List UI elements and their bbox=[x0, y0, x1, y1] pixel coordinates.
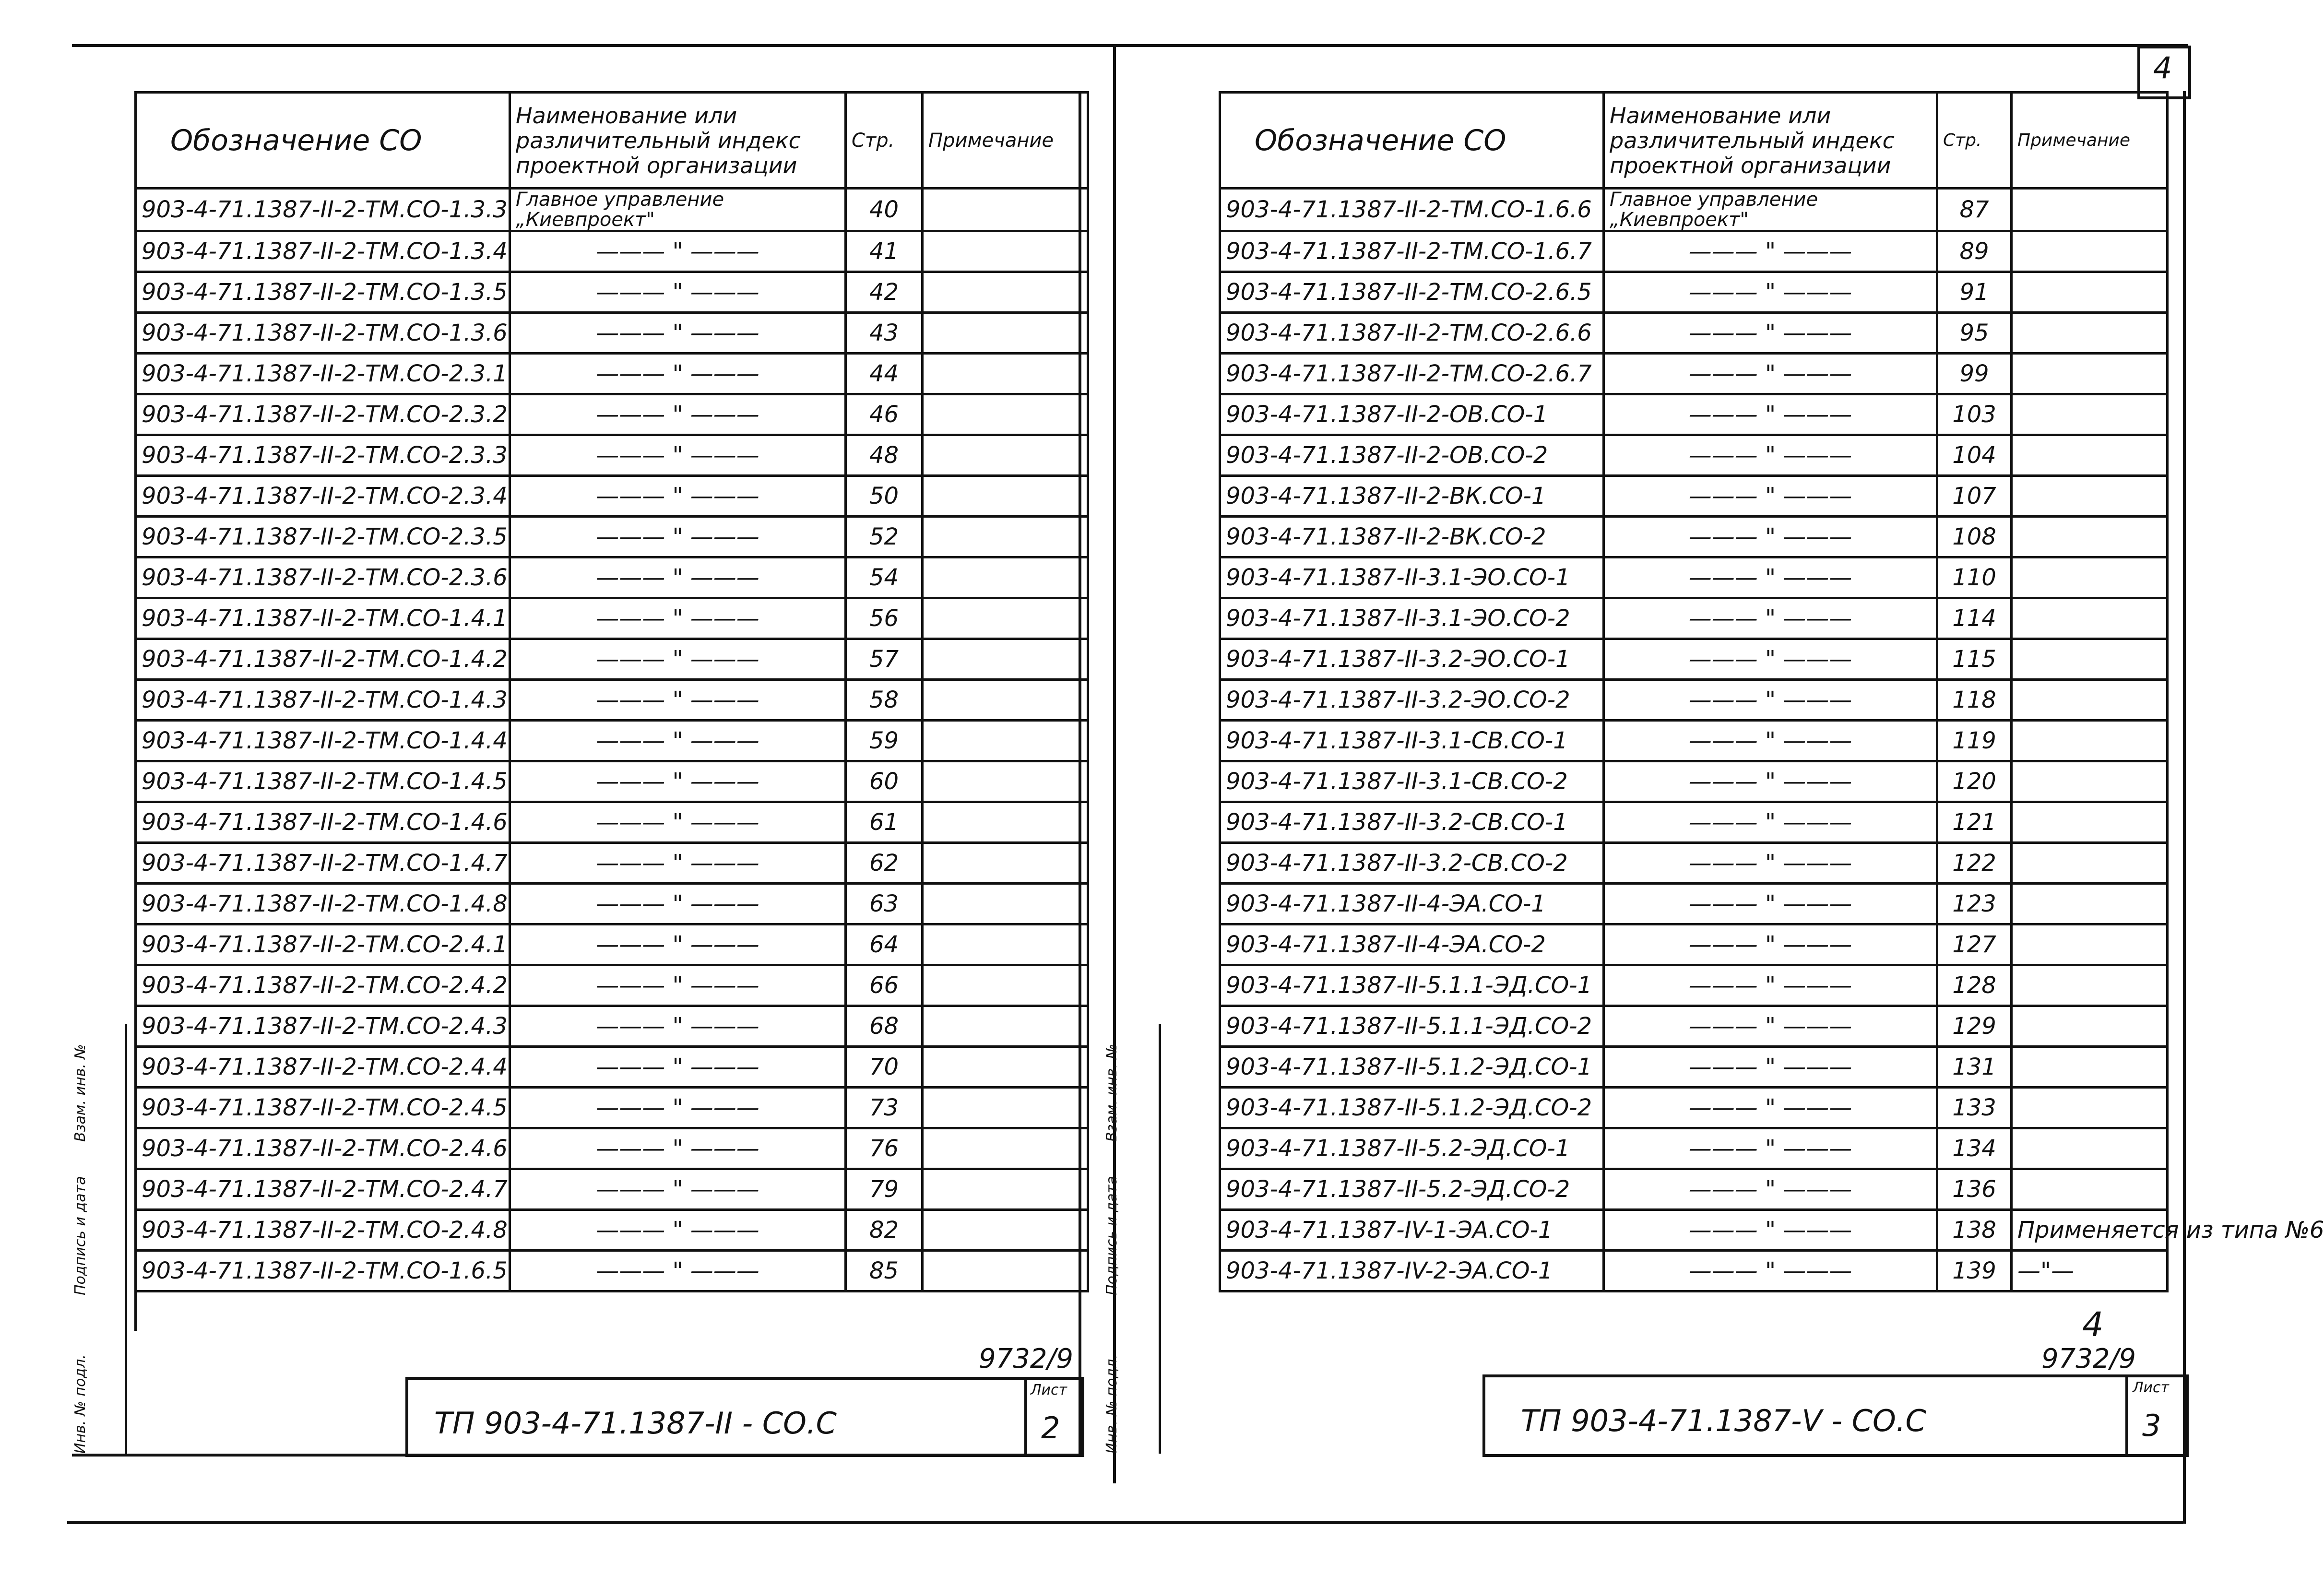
row-page-number: 58 bbox=[846, 680, 923, 721]
row-designation: 903-4-71.1387-II-5.2-ЭД.СО-2 bbox=[1220, 1169, 1604, 1210]
row-note bbox=[2012, 761, 2168, 802]
row-page-number: 127 bbox=[1937, 924, 2012, 965]
right-side-label-replace: Взам. инв. № bbox=[1103, 1044, 1120, 1142]
table-row bbox=[136, 1006, 1088, 1047]
row-organization: ——— " ——— bbox=[510, 680, 846, 721]
table-row bbox=[136, 1210, 1088, 1251]
row-note bbox=[2012, 843, 2168, 884]
row-note bbox=[923, 965, 1088, 1006]
table-row bbox=[1220, 557, 2168, 598]
row-page-number: 70 bbox=[846, 1047, 923, 1088]
row-note bbox=[923, 557, 1088, 598]
table-row bbox=[136, 761, 1088, 802]
row-note bbox=[923, 354, 1088, 394]
row-organization: ——— " ——— bbox=[1604, 1251, 1937, 1291]
row-page-number: 136 bbox=[1937, 1169, 2012, 1210]
table-row bbox=[1220, 272, 2168, 313]
row-designation: 903-4-71.1387-II-2-ТМ.СО-2.4.1 bbox=[136, 924, 510, 965]
row-note bbox=[2012, 1169, 2168, 1210]
table-row bbox=[136, 721, 1088, 761]
row-note bbox=[2012, 517, 2168, 557]
table-row bbox=[136, 680, 1088, 721]
row-note bbox=[923, 639, 1088, 680]
table-row bbox=[1220, 231, 2168, 272]
row-page-number: 114 bbox=[1937, 598, 2012, 639]
row-note bbox=[923, 272, 1088, 313]
table-row bbox=[1220, 761, 2168, 802]
row-designation: 903-4-71.1387-II-2-ТМ.СО-1.6.5 bbox=[136, 1251, 510, 1291]
row-note bbox=[923, 843, 1088, 884]
table-row bbox=[136, 557, 1088, 598]
row-note bbox=[2012, 1006, 2168, 1047]
row-page-number: 121 bbox=[1937, 802, 2012, 843]
row-page-number: 104 bbox=[1937, 435, 2012, 476]
row-designation: 903-4-71.1387-II-3.1-СВ.СО-2 bbox=[1220, 761, 1604, 802]
row-page-number: 123 bbox=[1937, 884, 2012, 924]
table-row bbox=[1220, 598, 2168, 639]
row-organization: ——— " ——— bbox=[1604, 721, 1937, 761]
row-page-number: 41 bbox=[846, 231, 923, 272]
right-sheet-label: Лист bbox=[2133, 1379, 2170, 1396]
row-organization: ——— " ——— bbox=[510, 313, 846, 354]
row-note bbox=[2012, 272, 2168, 313]
row-organization: ——— " ——— bbox=[510, 231, 846, 272]
row-organization: ——— " ——— bbox=[510, 843, 846, 884]
row-note bbox=[923, 1169, 1088, 1210]
row-page-number: 91 bbox=[1937, 272, 2012, 313]
row-page-number: 44 bbox=[846, 354, 923, 394]
row-organization: ——— " ——— bbox=[510, 1210, 846, 1251]
row-page-number: 64 bbox=[846, 924, 923, 965]
table-row bbox=[136, 272, 1088, 313]
row-organization: ——— " ——— bbox=[510, 272, 846, 313]
row-organization: ——— " ——— bbox=[1604, 761, 1937, 802]
row-organization: ——— " ——— bbox=[1604, 313, 1937, 354]
row-designation: 903-4-71.1387-II-5.1.1-ЭД.СО-1 bbox=[1220, 965, 1604, 1006]
row-organization: ——— " ——— bbox=[510, 1128, 846, 1169]
left-register-table bbox=[134, 91, 1089, 1331]
row-organization: ——— " ——— bbox=[1604, 1088, 1937, 1128]
row-page-number: 107 bbox=[1937, 476, 2012, 517]
row-organization: ——— " ——— bbox=[510, 639, 846, 680]
row-organization: ——— " ——— bbox=[1604, 1169, 1937, 1210]
header-page: Стр. bbox=[846, 93, 923, 189]
row-note bbox=[2012, 354, 2168, 394]
row-note bbox=[2012, 1047, 2168, 1088]
row-designation: 903-4-71.1387-II-2-ВК.СО-2 bbox=[1220, 517, 1604, 557]
row-designation: 903-4-71.1387-II-2-ТМ.СО-2.3.4 bbox=[136, 476, 510, 517]
table-row bbox=[136, 598, 1088, 639]
row-organization: ——— " ——— bbox=[510, 1169, 846, 1210]
row-note bbox=[2012, 1128, 2168, 1169]
row-page-number: 60 bbox=[846, 761, 923, 802]
right-side-label-inv: Инв. № подл. bbox=[1103, 1354, 1120, 1454]
left-sheet-label: Лист bbox=[1031, 1382, 1067, 1398]
row-note: Применяется из типа №6 bbox=[2012, 1210, 2168, 1251]
row-note bbox=[923, 1210, 1088, 1251]
row-organization: ——— " ——— bbox=[510, 476, 846, 517]
table-row bbox=[136, 517, 1088, 557]
row-page-number: 131 bbox=[1937, 1047, 2012, 1088]
row-page-number: 66 bbox=[846, 965, 923, 1006]
row-page-number: 59 bbox=[846, 721, 923, 761]
table-row bbox=[1220, 1128, 2168, 1169]
row-page-number: 79 bbox=[846, 1169, 923, 1210]
row-organization: ——— " ——— bbox=[1604, 843, 1937, 884]
table-row bbox=[1220, 1006, 2168, 1047]
row-organization: ——— " ——— bbox=[1604, 884, 1937, 924]
row-page-number: 122 bbox=[1937, 843, 2012, 884]
row-organization: ——— " ——— bbox=[1604, 435, 1937, 476]
row-designation: 903-4-71.1387-II-2-ТМ.СО-2.3.3 bbox=[136, 435, 510, 476]
row-designation: 903-4-71.1387-IV-2-ЭА.СО-1 bbox=[1220, 1251, 1604, 1291]
row-designation: 903-4-71.1387-II-2-ТМ.СО-2.4.4 bbox=[136, 1047, 510, 1088]
row-page-number: 120 bbox=[1937, 761, 2012, 802]
row-organization: ——— " ——— bbox=[1604, 517, 1937, 557]
table-row bbox=[136, 476, 1088, 517]
row-page-number: 99 bbox=[1937, 354, 2012, 394]
row-designation: 903-4-71.1387-II-2-ТМ.СО-2.3.1 bbox=[136, 354, 510, 394]
row-page-number: 129 bbox=[1937, 1006, 2012, 1047]
row-note bbox=[2012, 639, 2168, 680]
row-designation: 903-4-71.1387-II-3.1-СВ.СО-1 bbox=[1220, 721, 1604, 761]
table-row bbox=[136, 843, 1088, 884]
row-designation: 903-4-71.1387-II-2-ТМ.СО-1.4.8 bbox=[136, 884, 510, 924]
left-side-label-replace: Взам. инв. № bbox=[72, 1044, 89, 1142]
row-organization: ——— " ——— bbox=[510, 965, 846, 1006]
row-designation: 903-4-71.1387-II-2-ТМ.СО-2.3.2 bbox=[136, 394, 510, 435]
row-page-number: 48 bbox=[846, 435, 923, 476]
row-page-number: 138 bbox=[1937, 1210, 2012, 1251]
table-row bbox=[136, 884, 1088, 924]
row-note bbox=[2012, 435, 2168, 476]
row-designation: 903-4-71.1387-II-5.1.1-ЭД.СО-2 bbox=[1220, 1006, 1604, 1047]
table-row bbox=[1220, 965, 2168, 1006]
row-designation: 903-4-71.1387-II-2-ОВ.СО-2 bbox=[1220, 435, 1604, 476]
row-organization: Главное управление „Киевпроект" bbox=[1604, 189, 1937, 231]
row-designation: 903-4-71.1387-II-3.2-ЭО.СО-1 bbox=[1220, 639, 1604, 680]
table-row bbox=[136, 313, 1088, 354]
row-note bbox=[923, 517, 1088, 557]
header-note: Примечание bbox=[923, 93, 1088, 189]
table-row bbox=[1220, 394, 2168, 435]
row-designation: 903-4-71.1387-II-2-ТМ.СО-1.3.4 bbox=[136, 231, 510, 272]
table-row bbox=[1220, 517, 2168, 557]
row-organization: Главное управление „Киевпроект" bbox=[510, 189, 846, 231]
row-note bbox=[923, 231, 1088, 272]
row-organization: ——— " ——— bbox=[1604, 476, 1937, 517]
header-page: Стр. bbox=[1937, 93, 2012, 189]
row-organization: ——— " ——— bbox=[1604, 1128, 1937, 1169]
row-note bbox=[923, 884, 1088, 924]
row-organization: ——— " ——— bbox=[1604, 394, 1937, 435]
row-note bbox=[2012, 1088, 2168, 1128]
row-designation: 903-4-71.1387-II-2-ТМ.СО-2.4.8 bbox=[136, 1210, 510, 1251]
row-designation: 903-4-71.1387-II-2-ТМ.СО-1.4.7 bbox=[136, 843, 510, 884]
table-row bbox=[136, 1088, 1088, 1128]
row-designation: 903-4-71.1387-II-2-ТМ.СО-2.4.2 bbox=[136, 965, 510, 1006]
row-page-number: 62 bbox=[846, 843, 923, 884]
table-row bbox=[136, 394, 1088, 435]
table-row bbox=[1220, 884, 2168, 924]
row-organization: ——— " ——— bbox=[1604, 965, 1937, 1006]
row-organization: ——— " ——— bbox=[1604, 1006, 1937, 1047]
left-side-label-inv: Инв. № подл. bbox=[72, 1354, 89, 1454]
row-designation: 903-4-71.1387-II-3.2-ЭО.СО-2 bbox=[1220, 680, 1604, 721]
row-page-number: 63 bbox=[846, 884, 923, 924]
row-organization: ——— " ——— bbox=[510, 1088, 846, 1128]
table-row bbox=[1220, 843, 2168, 884]
row-organization: ——— " ——— bbox=[1604, 924, 1937, 965]
row-designation: 903-4-71.1387-II-2-ОВ.СО-1 bbox=[1220, 394, 1604, 435]
row-organization: ——— " ——— bbox=[1604, 354, 1937, 394]
row-designation: 903-4-71.1387-II-5.1.2-ЭД.СО-2 bbox=[1220, 1088, 1604, 1128]
right-stamp-title: ТП 903-4-71.1387-V - СО.С bbox=[1521, 1403, 1926, 1438]
row-note bbox=[2012, 680, 2168, 721]
row-page-number: 85 bbox=[846, 1251, 923, 1291]
row-page-number: 110 bbox=[1937, 557, 2012, 598]
table-row bbox=[1220, 313, 2168, 354]
row-page-number: 139 bbox=[1937, 1251, 2012, 1291]
row-note bbox=[2012, 394, 2168, 435]
corner-page-number: 4 bbox=[2153, 50, 2172, 85]
row-page-number: 42 bbox=[846, 272, 923, 313]
table-row bbox=[136, 435, 1088, 476]
right-register-table bbox=[1219, 91, 2324, 1292]
table-row bbox=[1220, 802, 2168, 843]
row-designation: 903-4-71.1387-II-3.1-ЭО.СО-2 bbox=[1220, 598, 1604, 639]
table-row bbox=[1220, 1088, 2168, 1128]
row-designation: 903-4-71.1387-II-2-ТМ.СО-2.6.7 bbox=[1220, 354, 1604, 394]
row-designation: 903-4-71.1387-II-5.1.2-ЭД.СО-1 bbox=[1220, 1047, 1604, 1088]
row-organization: ——— " ——— bbox=[1604, 231, 1937, 272]
row-note bbox=[923, 394, 1088, 435]
row-designation: 903-4-71.1387-II-2-ТМ.СО-2.4.7 bbox=[136, 1169, 510, 1210]
row-designation: 903-4-71.1387-II-2-ТМ.СО-1.4.4 bbox=[136, 721, 510, 761]
table-row bbox=[136, 965, 1088, 1006]
table-row bbox=[136, 802, 1088, 843]
row-organization: ——— " ——— bbox=[1604, 1210, 1937, 1251]
row-designation: 903-4-71.1387-II-5.2-ЭД.СО-1 bbox=[1220, 1128, 1604, 1169]
row-note bbox=[923, 1047, 1088, 1088]
row-note bbox=[923, 802, 1088, 843]
row-note bbox=[2012, 313, 2168, 354]
row-page-number: 46 bbox=[846, 394, 923, 435]
row-note bbox=[923, 435, 1088, 476]
row-designation: 903-4-71.1387-II-2-ТМ.СО-2.4.5 bbox=[136, 1088, 510, 1128]
row-note bbox=[923, 313, 1088, 354]
table-row bbox=[1220, 435, 2168, 476]
right-sheet-number: 3 bbox=[2142, 1408, 2161, 1443]
row-note bbox=[923, 1251, 1088, 1291]
table-row bbox=[136, 639, 1088, 680]
row-organization: ——— " ——— bbox=[510, 721, 846, 761]
row-organization: ——— " ——— bbox=[1604, 598, 1937, 639]
row-page-number: 133 bbox=[1937, 1088, 2012, 1128]
row-designation: 903-4-71.1387-IV-1-ЭА.СО-1 bbox=[1220, 1210, 1604, 1251]
table-row bbox=[1220, 476, 2168, 517]
table-row bbox=[1220, 1210, 2168, 1251]
row-note bbox=[2012, 476, 2168, 517]
row-organization: ——— " ——— bbox=[1604, 557, 1937, 598]
row-designation: 903-4-71.1387-II-3.1-ЭО.СО-1 bbox=[1220, 557, 1604, 598]
table-row bbox=[1220, 1169, 2168, 1210]
row-organization: ——— " ——— bbox=[510, 557, 846, 598]
row-organization: ——— " ——— bbox=[1604, 272, 1937, 313]
header-note: Примечание bbox=[2012, 93, 2168, 189]
row-organization: ——— " ——— bbox=[510, 1251, 846, 1291]
row-page-number: 40 bbox=[846, 189, 923, 231]
right-side-label-sign: Подпись и дата bbox=[1103, 1176, 1120, 1295]
row-designation: 903-4-71.1387-II-2-ТМ.СО-1.6.7 bbox=[1220, 231, 1604, 272]
row-page-number: 54 bbox=[846, 557, 923, 598]
header-designation: Обозначение СО bbox=[136, 93, 510, 189]
row-organization: ——— " ——— bbox=[510, 924, 846, 965]
row-organization: ——— " ——— bbox=[510, 1047, 846, 1088]
row-note bbox=[923, 598, 1088, 639]
row-note bbox=[2012, 189, 2168, 231]
table-row bbox=[136, 924, 1088, 965]
row-page-number: 95 bbox=[1937, 313, 2012, 354]
table-row bbox=[136, 1128, 1088, 1169]
row-designation: 903-4-71.1387-II-3.2-СВ.СО-2 bbox=[1220, 843, 1604, 884]
row-note bbox=[923, 1088, 1088, 1128]
row-designation: 903-4-71.1387-II-2-ТМ.СО-1.3.6 bbox=[136, 313, 510, 354]
row-organization: ——— " ——— bbox=[510, 802, 846, 843]
row-note bbox=[923, 721, 1088, 761]
row-note bbox=[2012, 924, 2168, 965]
row-page-number: 73 bbox=[846, 1088, 923, 1128]
row-page-number: 76 bbox=[846, 1128, 923, 1169]
row-note bbox=[923, 1128, 1088, 1169]
table-row bbox=[136, 1169, 1088, 1210]
row-designation: 903-4-71.1387-II-2-ТМ.СО-1.4.6 bbox=[136, 802, 510, 843]
row-note bbox=[2012, 231, 2168, 272]
row-organization: ——— " ——— bbox=[1604, 680, 1937, 721]
row-note bbox=[2012, 884, 2168, 924]
row-note bbox=[2012, 965, 2168, 1006]
row-page-number: 115 bbox=[1937, 639, 2012, 680]
table-row bbox=[136, 1047, 1088, 1088]
row-page-number: 119 bbox=[1937, 721, 2012, 761]
row-designation: 903-4-71.1387-II-4-ЭА.СО-1 bbox=[1220, 884, 1604, 924]
header-name: Наименование или различительный индекс проектной организации bbox=[510, 93, 846, 189]
table-row bbox=[1220, 721, 2168, 761]
row-organization: ——— " ——— bbox=[510, 517, 846, 557]
row-designation: 903-4-71.1387-II-2-ТМ.СО-2.4.6 bbox=[136, 1128, 510, 1169]
row-organization: ——— " ——— bbox=[1604, 1047, 1937, 1088]
row-organization: ——— " ——— bbox=[1604, 802, 1937, 843]
row-organization: ——— " ——— bbox=[1604, 639, 1937, 680]
row-page-number: 52 bbox=[846, 517, 923, 557]
row-page-number: 43 bbox=[846, 313, 923, 354]
row-note bbox=[923, 1006, 1088, 1047]
table-row bbox=[1220, 639, 2168, 680]
row-note bbox=[923, 761, 1088, 802]
table-row bbox=[1220, 1047, 2168, 1088]
row-organization: ——— " ——— bbox=[510, 598, 846, 639]
row-designation: 903-4-71.1387-II-2-ТМ.СО-1.6.6 bbox=[1220, 189, 1604, 231]
row-designation: 903-4-71.1387-II-2-ТМ.СО-1.3.5 bbox=[136, 272, 510, 313]
table-row bbox=[1220, 354, 2168, 394]
row-designation: 903-4-71.1387-II-4-ЭА.СО-2 bbox=[1220, 924, 1604, 965]
row-note: —"— bbox=[2012, 1251, 2168, 1291]
row-note bbox=[923, 924, 1088, 965]
top-border-line bbox=[72, 44, 2188, 47]
row-page-number: 56 bbox=[846, 598, 923, 639]
row-organization: ——— " ——— bbox=[510, 761, 846, 802]
row-designation: 903-4-71.1387-II-2-ТМ.СО-2.6.6 bbox=[1220, 313, 1604, 354]
row-organization: ——— " ——— bbox=[510, 435, 846, 476]
left-sheet-code: 9732/9 bbox=[979, 1343, 1074, 1374]
row-designation: 903-4-71.1387-II-2-ТМ.СО-2.3.6 bbox=[136, 557, 510, 598]
row-designation: 903-4-71.1387-II-3.2-СВ.СО-1 bbox=[1220, 802, 1604, 843]
row-organization: ——— " ——— bbox=[510, 394, 846, 435]
row-designation: 903-4-71.1387-II-2-ТМ.СО-1.3.3 bbox=[136, 189, 510, 231]
row-note bbox=[2012, 557, 2168, 598]
right-sheet-code: 9732/9 bbox=[2041, 1343, 2136, 1374]
row-designation: 903-4-71.1387-II-2-ТМ.СО-2.6.5 bbox=[1220, 272, 1604, 313]
row-page-number: 82 bbox=[846, 1210, 923, 1251]
left-side-label-sign: Подпись и дата bbox=[72, 1176, 89, 1295]
row-page-number: 134 bbox=[1937, 1128, 2012, 1169]
row-page-number: 61 bbox=[846, 802, 923, 843]
row-page-number: 128 bbox=[1937, 965, 2012, 1006]
row-page-number: 103 bbox=[1937, 394, 2012, 435]
row-designation: 903-4-71.1387-II-2-ТМ.СО-1.4.1 bbox=[136, 598, 510, 639]
row-designation: 903-4-71.1387-II-2-ТМ.СО-1.4.5 bbox=[136, 761, 510, 802]
row-page-number: 108 bbox=[1937, 517, 2012, 557]
left-sheet-number: 2 bbox=[1041, 1410, 1060, 1445]
table-row bbox=[136, 1251, 1088, 1291]
row-organization: ——— " ——— bbox=[510, 884, 846, 924]
row-note bbox=[923, 476, 1088, 517]
table-row bbox=[136, 354, 1088, 394]
row-note bbox=[2012, 598, 2168, 639]
right-handwritten-page: 4 bbox=[2082, 1305, 2104, 1344]
row-note bbox=[2012, 721, 2168, 761]
row-note bbox=[923, 680, 1088, 721]
row-page-number: 87 bbox=[1937, 189, 2012, 231]
row-note bbox=[2012, 802, 2168, 843]
left-stamp-title: ТП 903-4-71.1387-II - СО.С bbox=[434, 1406, 837, 1441]
row-organization: ——— " ——— bbox=[510, 1006, 846, 1047]
row-designation: 903-4-71.1387-II-2-ТМ.СО-1.4.2 bbox=[136, 639, 510, 680]
table-row bbox=[1220, 680, 2168, 721]
row-page-number: 89 bbox=[1937, 231, 2012, 272]
row-page-number: 118 bbox=[1937, 680, 2012, 721]
table-row bbox=[136, 231, 1088, 272]
row-designation: 903-4-71.1387-II-2-ТМ.СО-2.3.5 bbox=[136, 517, 510, 557]
table-row bbox=[136, 189, 1088, 231]
header-name: Наименование или различительный индекс проектной организации bbox=[1604, 93, 1937, 189]
row-page-number: 68 bbox=[846, 1006, 923, 1047]
row-designation: 903-4-71.1387-II-2-ТМ.СО-2.4.3 bbox=[136, 1006, 510, 1047]
table-row bbox=[1220, 189, 2168, 231]
row-designation: 903-4-71.1387-II-2-ТМ.СО-1.4.3 bbox=[136, 680, 510, 721]
row-page-number: 57 bbox=[846, 639, 923, 680]
table-row bbox=[1220, 924, 2168, 965]
table-row bbox=[1220, 1251, 2168, 1291]
row-page-number: 50 bbox=[846, 476, 923, 517]
row-designation: 903-4-71.1387-II-2-ВК.СО-1 bbox=[1220, 476, 1604, 517]
row-note bbox=[923, 189, 1088, 231]
header-designation: Обозначение СО bbox=[1220, 93, 1604, 189]
row-organization: ——— " ——— bbox=[510, 354, 846, 394]
